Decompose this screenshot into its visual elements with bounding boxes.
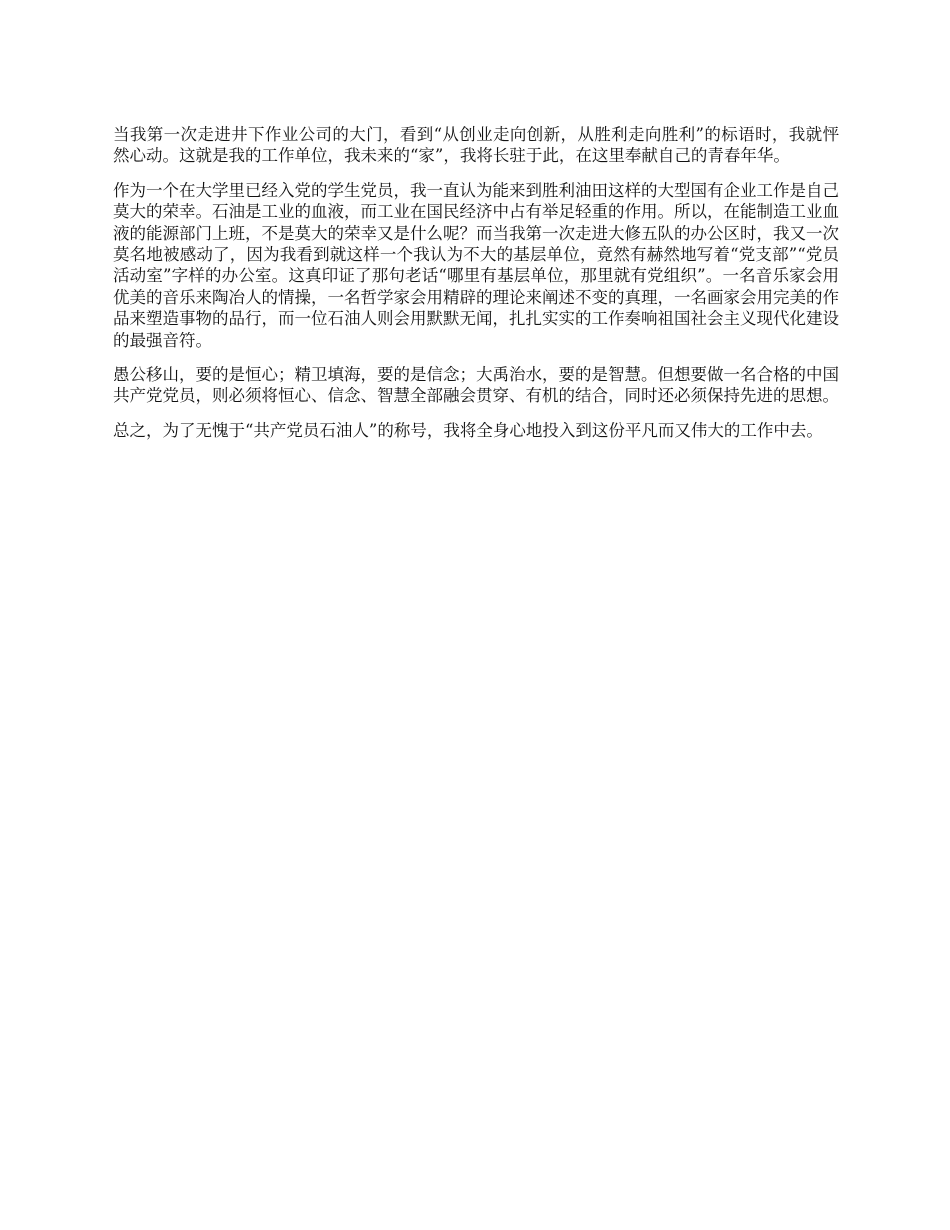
- paragraph-1: 当我第一次走进井下作业公司的大门，看到“从创业走向创新，从胜利走向胜利”的标语时，我就怦然心动。这就是我的工作单位，我未来的“家”，我将长驻于此，在这里奉献自己的青春年华。: [113, 125, 839, 166]
- paragraph-2: 作为一个在大学里已经入党的学生党员，我一直认为能来到胜利油田这样的大型国有企业工作是自己莫大的荣幸。石油是工业的血液，而工业在国民经济中占有举足轻重的作用。所以，在能制造工业血液的能源部门上班，不是莫大的荣幸又是什么呢？而当我第一次走进大修五队的办公区时，我又一次莫名地被感动了，因为我看到就这样一个我认为不大的基层单位，竟然有赫然地写着“党支部”“党员活动室”字样的办公室。这真印证了那句老话“哪里有基层单位，那里就有党组织”。一名音乐家会用优美的音乐来陶冶人的情操，一名哲学家会用精辟的理论来阐述不变的真理，一名画家会用完美的作品来塑造事物的品行，而一位石油人则会用默默无闻，扎扎实实的工作奏响祖国社会主义现代化建设的最强音符。: [113, 180, 839, 350]
- paragraph-3: 愚公移山，要的是恒心；精卫填海，要的是信念；大禹治水，要的是智慧。但想要做一名合格的中国共产党党员，则必须将恒心、信念、智慧全部融会贯穿、有机的结合，同时还必须保持先进的思想。: [113, 365, 839, 406]
- paragraph-4: 总之，为了无愧于“共产党员石油人”的称号，我将全身心地投入到这份平凡而又伟大的工作中去。: [113, 420, 823, 440]
- document-body: [113, 124, 839, 454]
